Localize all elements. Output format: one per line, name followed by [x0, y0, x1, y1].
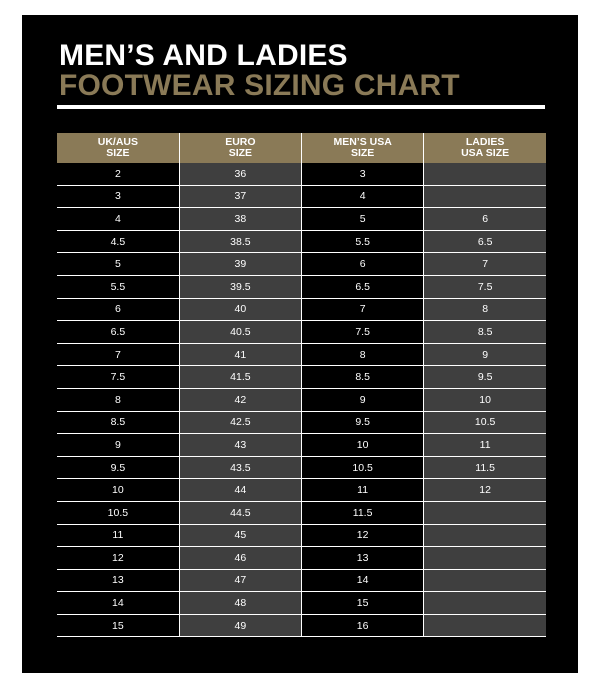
title-divider [57, 105, 545, 109]
euro-cell: 44 [179, 479, 301, 502]
uk-aus-cell: 9 [57, 434, 179, 457]
table-row [57, 163, 546, 185]
title-line-2: FOOTWEAR SIZING CHART [59, 69, 460, 102]
uk-aus-cell: 14 [57, 592, 179, 615]
euro-cell: 40 [179, 298, 301, 321]
table-row [57, 388, 546, 411]
mens-usa-cell: 15 [302, 592, 424, 615]
uk-aus-cell: 10 [57, 479, 179, 502]
uk-aus-cell: 2 [57, 163, 179, 185]
table-row [57, 547, 546, 570]
mens-usa-cell: 6 [302, 253, 424, 276]
ladies-usa-cell: 6 [424, 208, 546, 231]
uk-aus-cell: 5 [57, 253, 179, 276]
uk-aus-cell: 9.5 [57, 456, 179, 479]
mens-usa-cell: 8.5 [302, 366, 424, 389]
header-mens-usa-size [302, 133, 424, 163]
euro-cell: 49 [179, 614, 301, 637]
header-uk-aus-size [57, 133, 179, 163]
ladies-usa-cell: 7 [424, 253, 546, 276]
mens-usa-cell: 5.5 [302, 230, 424, 253]
header-ladies-usa-size [424, 133, 546, 163]
euro-cell: 43 [179, 434, 301, 457]
euro-cell: 38 [179, 208, 301, 231]
header-line: USA SIZE [461, 147, 510, 159]
table-row [57, 411, 546, 434]
ladies-usa-cell: 9 [424, 343, 546, 366]
ladies-usa-cell [424, 569, 546, 592]
mens-usa-cell: 14 [302, 569, 424, 592]
header-line: SIZE [350, 147, 375, 159]
mens-usa-cell: 4 [302, 185, 424, 208]
euro-cell: 42 [179, 388, 301, 411]
uk-aus-cell: 4 [57, 208, 179, 231]
uk-aus-cell: 8 [57, 388, 179, 411]
euro-cell: 42.5 [179, 411, 301, 434]
uk-aus-cell: 4.5 [57, 230, 179, 253]
uk-aus-cell: 6 [57, 298, 179, 321]
mens-usa-cell: 16 [302, 614, 424, 637]
table-row [57, 321, 546, 344]
ladies-usa-cell [424, 614, 546, 637]
header-euro-size [179, 133, 301, 163]
mens-usa-cell: 9 [302, 388, 424, 411]
ladies-usa-cell: 10 [424, 388, 546, 411]
table-row [57, 569, 546, 592]
mens-usa-cell: 13 [302, 547, 424, 570]
header-line: LADIES [465, 136, 505, 148]
euro-cell: 44.5 [179, 501, 301, 524]
mens-usa-cell: 10.5 [302, 456, 424, 479]
sizing-chart-panel [22, 15, 578, 673]
euro-cell: 46 [179, 547, 301, 570]
ladies-usa-cell: 7.5 [424, 275, 546, 298]
table-row [57, 479, 546, 502]
ladies-usa-cell [424, 592, 546, 615]
mens-usa-cell: 5 [302, 208, 424, 231]
mens-usa-cell: 8 [302, 343, 424, 366]
uk-aus-cell: 10.5 [57, 501, 179, 524]
table-row [57, 208, 546, 231]
table-row [57, 275, 546, 298]
table-row [57, 253, 546, 276]
euro-cell: 38.5 [179, 230, 301, 253]
table-header-row [57, 133, 546, 163]
euro-cell: 47 [179, 569, 301, 592]
euro-cell: 43.5 [179, 456, 301, 479]
ladies-usa-cell [424, 185, 546, 208]
euro-cell: 41.5 [179, 366, 301, 389]
uk-aus-cell: 5.5 [57, 275, 179, 298]
ladies-usa-cell [424, 163, 546, 185]
uk-aus-cell: 3 [57, 185, 179, 208]
table-row [57, 614, 546, 637]
table-row [57, 230, 546, 253]
mens-usa-cell: 9.5 [302, 411, 424, 434]
ladies-usa-cell: 11 [424, 434, 546, 457]
mens-usa-cell: 12 [302, 524, 424, 547]
euro-cell: 40.5 [179, 321, 301, 344]
euro-cell: 37 [179, 185, 301, 208]
euro-cell: 45 [179, 524, 301, 547]
table-row [57, 343, 546, 366]
uk-aus-cell: 6.5 [57, 321, 179, 344]
ladies-usa-cell: 9.5 [424, 366, 546, 389]
table-row [57, 185, 546, 208]
euro-cell: 48 [179, 592, 301, 615]
sizing-table [57, 133, 546, 637]
table-row [57, 524, 546, 547]
table-body [57, 163, 546, 637]
mens-usa-cell: 3 [302, 163, 424, 185]
table-row [57, 434, 546, 457]
ladies-usa-cell [424, 547, 546, 570]
uk-aus-cell: 11 [57, 524, 179, 547]
ladies-usa-cell [424, 524, 546, 547]
euro-cell: 36 [179, 163, 301, 185]
mens-usa-cell: 7 [302, 298, 424, 321]
chart-title [59, 41, 460, 101]
uk-aus-cell: 7.5 [57, 366, 179, 389]
ladies-usa-cell [424, 501, 546, 524]
mens-usa-cell: 6.5 [302, 275, 424, 298]
table-row [57, 501, 546, 524]
header-line: UK/AUS [97, 136, 138, 148]
uk-aus-cell: 15 [57, 614, 179, 637]
title-line-1: MEN’S AND LADIES [59, 39, 348, 72]
mens-usa-cell: 11 [302, 479, 424, 502]
mens-usa-cell: 11.5 [302, 501, 424, 524]
uk-aus-cell: 7 [57, 343, 179, 366]
uk-aus-cell: 12 [57, 547, 179, 570]
euro-cell: 41 [179, 343, 301, 366]
table-row [57, 456, 546, 479]
ladies-usa-cell: 10.5 [424, 411, 546, 434]
euro-cell: 39.5 [179, 275, 301, 298]
uk-aus-cell: 8.5 [57, 411, 179, 434]
ladies-usa-cell: 11.5 [424, 456, 546, 479]
header-line: SIZE [106, 147, 130, 159]
uk-aus-cell: 13 [57, 569, 179, 592]
ladies-usa-cell: 8 [424, 298, 546, 321]
ladies-usa-cell: 12 [424, 479, 546, 502]
mens-usa-cell: 7.5 [302, 321, 424, 344]
header-line: SIZE [228, 147, 253, 159]
ladies-usa-cell: 6.5 [424, 230, 546, 253]
table-row [57, 298, 546, 321]
table-row [57, 592, 546, 615]
euro-cell: 39 [179, 253, 301, 276]
ladies-usa-cell: 8.5 [424, 321, 546, 344]
header-line: EURO [225, 136, 256, 148]
mens-usa-cell: 10 [302, 434, 424, 457]
table-row [57, 366, 546, 389]
header-line: MEN’S USA [333, 136, 392, 148]
